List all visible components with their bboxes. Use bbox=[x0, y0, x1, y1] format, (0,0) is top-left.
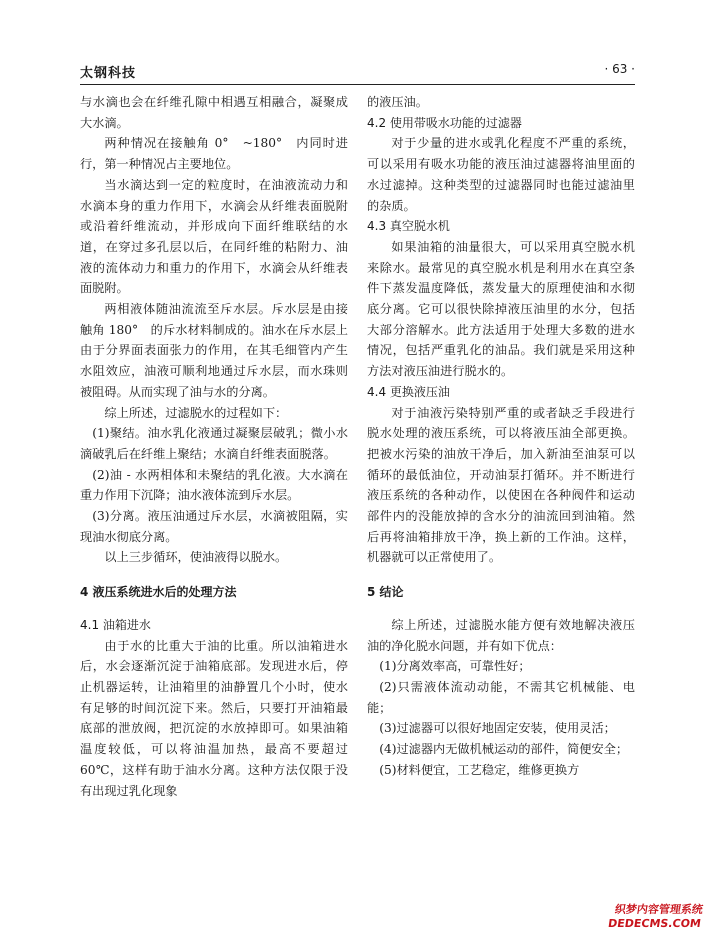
header-rule bbox=[80, 84, 635, 85]
paragraph: 由于水的比重大于油的比重。所以油箱进水后，水会逐渐沉淀于油箱底部。发现进水后，停止机器运转，让油箱里的油静置几个小时，使水有足够的时间沉淀下来。然后，只要打开油箱最底部的泄放阀，把沉淀的水放掉即可。如果油箱温度较低，可以将油温加热，最高不要超过 60℃，这样有助于油水分离。这种方法仅限于没有出现过乳化现象 bbox=[80, 638, 348, 798]
subsection-heading: 4.3 真空脱水机 bbox=[367, 219, 450, 234]
list-item: (4)过滤器内无做机械运动的部件，简便安全； bbox=[379, 742, 629, 757]
paragraph: 对于油液污染特别严重的或者缺乏手段进行脱水处理的液压系统，可以将液压油全部更换。把被水污染的油放干净后，加入新油至油泵可以循环的最低油位，开动油泵打循环。并不断进行液压系统的各种动作，以使困在各种阀件和运动部件内的没能放掉的含水分的油流回到油箱。然后再将油箱排放干净，换上新的工作油。这样，机器就可以正常使用了。 bbox=[367, 405, 635, 565]
watermark-line1: 织梦内容管理系统 bbox=[614, 903, 704, 916]
subsection-heading: 4.2 使用带吸水功能的过滤器 bbox=[367, 115, 522, 130]
list-item: (5)材料便宜，工艺稳定，维修更换方 bbox=[379, 762, 580, 777]
paragraph: 与水滴也会在纤维孔隙中相遇互相融合，凝聚成大水滴。 bbox=[80, 95, 348, 130]
left-column bbox=[80, 92, 348, 801]
watermark bbox=[607, 903, 704, 931]
right-column bbox=[367, 92, 635, 781]
section-heading: 4 液压系统进水后的处理方法 bbox=[80, 585, 237, 600]
subsection-heading: 4.4 更换液压油 bbox=[367, 384, 450, 399]
paragraph: 当水滴达到一定的粒度时，在油液流动力和水滴本身的重力作用下，水滴会从纤维表面脱附或沿着纤维流动，并形成向下面纤维联结的水道，在穿过多孔层以后，在同纤维的粘附力、油液的流体动力和重力的作用下，水滴会从纤维表面脱附。 bbox=[80, 177, 348, 296]
list-item: (2)油 - 水两相体和未聚结的乳化液。大水滴在重力作用下沉降；油水液体流到斥水层。 bbox=[80, 467, 348, 503]
list-item: (2)只需液体流动动能，不需其它机械能、电能； bbox=[367, 679, 635, 715]
section-heading: 5 结论 bbox=[367, 585, 404, 600]
page-number: · 63 · bbox=[604, 62, 635, 76]
subsection-heading: 4.1 油箱进水 bbox=[80, 617, 151, 632]
journal-name: 太钢科技 bbox=[80, 66, 137, 81]
paragraph: 综上所述，过滤脱水的过程如下： bbox=[104, 405, 288, 420]
paragraph: 对于少量的进水或乳化程度不严重的系统，可以采用有吸水功能的液压油过滤器将油里面的水过滤掉。这种类型的过滤器同时也能过滤油里的杂质。 bbox=[367, 136, 635, 213]
paragraph: 两相液体随油流流至斥水层。斥水层是由接触角 180° 的斥水材料制成的。油水在斥水层上由于分界面表面张力的作用，在其毛细管内产生水阻效应，油液可顺利地通过斥水层，而水珠则被阻碍。从而实现了油与水的分离。 bbox=[80, 302, 348, 399]
running-header bbox=[80, 60, 635, 84]
paragraph: 两种情况在接触角 0° ~180° 内同时进行，第一种情况占主要地位。 bbox=[80, 136, 348, 172]
list-item: (3)分离。液压油通过斥水层，水滴被阻隔，实现油水彻底分离。 bbox=[80, 509, 348, 544]
paragraph: 如果油箱的油量很大，可以采用真空脱水机来除水。最常见的真空脱水机是利用水在真空条件下蒸发温度降低，蒸发量大的原理使油和水彻底分离。它可以很快除掉液压油里的水分，包括大部分溶解水。此方法适用于处理大多数的进水情况，包括严重乳化的油品。我们就是采用这种方法对液压油进行脱水的。 bbox=[367, 239, 635, 379]
paragraph: 的液压油。 bbox=[367, 95, 428, 109]
paragraph: 以上三步循环，使油液得以脱水。 bbox=[104, 550, 288, 565]
list-item: (1)分离效率高，可靠性好； bbox=[379, 659, 531, 674]
paragraph: 综上所述，过滤脱水能方便有效地解决液压油的净化脱水问题，并有如下优点： bbox=[367, 617, 635, 653]
list-item: (3)过滤器可以很好地固定安装，使用灵活； bbox=[379, 721, 616, 736]
watermark-line2: DEDECMS.COM bbox=[607, 917, 702, 930]
list-item: (1)聚结。油水乳化液通过凝聚层破乳；微小水滴破乳后在纤维上聚结；水滴自纤维表面脱落。 bbox=[80, 426, 348, 461]
